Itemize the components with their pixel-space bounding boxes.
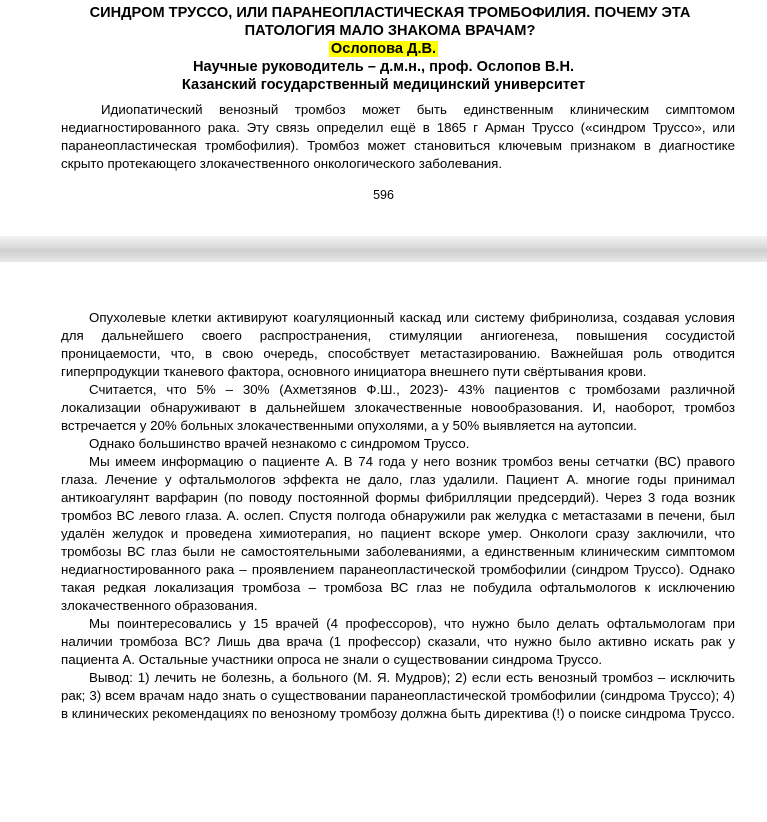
supervisor: Научные руководитель – д.м.н., проф. Ослопов В.Н.	[192, 59, 575, 75]
body-paragraph: Считается, что 5% – 30% (Ахметзянов Ф.Ш., 2023)- 43% пациентов с тромбозами различной локализации обнаруживают в дальнейшем злокачественные новообразования. И, наоборот, тромбоз встречается у 20% больных злокачественными опухолями, а у 50% выявляется на аутопсии.	[61, 382, 735, 433]
body-paragraph: Мы имеем информацию о пациенте А. В 74 года у него возник тромбоз вены сетчатки (ВС) правого глаза. Лечение у офтальмологов эффекта не дало, глаз удалили. Пациент А. многие годы принимал антикоагулянт варфарин (по поводу постоянной формы фибрилляции предсердий). Через 3 года возник тромбоз ВС левого глаза. А. ослеп. Спустя полгода обнаружили рак желудка с метастазами в печени, был удалён желудок и проведена химиотерапия, но пациент вскоре умер. Онкологи сразу заключили, что тромбозы ВС глаз были не самостоятельными заболеваниями, а единственным клиническим симптомом недиагностированного рака – проявлением паранеопластической тромбофилии (синдром Труссо). Однако такая редкая локализация тромбоза – тромбоза ВС глаз не побудила офтальмологов к исключению злокачественного образования.	[61, 454, 735, 613]
article-title-line-2: ПАТОЛОГИЯ МАЛО ЗНАКОМА ВРАЧАМ?	[244, 23, 536, 39]
page-separator	[0, 236, 767, 262]
body-paragraph: Однако большинство врачей незнакомо с синдромом Труссо.	[89, 436, 470, 451]
university: Казанский государственный медицинский университет	[181, 77, 586, 93]
body-paragraph: Мы поинтересовались у 15 врачей (4 профессоров), что нужно было делать офтальмологам при наличии тромбоза ВС? Лишь два врача (1 профессор) сказали, что нужно было активно искать рак у пациента А. Остальные участники опроса не знали о существовании синдрома Труссо.	[61, 616, 735, 667]
page-number: 596	[373, 188, 394, 202]
article-title-line-1: СИНДРОМ ТРУССО, ИЛИ ПАРАНЕОПЛАСТИЧЕСКАЯ ТРОМБОФИЛИЯ. ПОЧЕМУ ЭТА	[89, 5, 691, 21]
body-paragraph: Вывод: 1) лечить не болезнь, а больного (М. Я. Мудров); 2) если есть венозный тромбоз – исключить рак; 3) всем врачам надо знать о существовании паранеопластической тромбофилии (синдрома Труссо); 4) в клинических рекомендациях по венозному тромбозу должна быть директива (!) о поиске синдрома Труссо.	[61, 670, 735, 721]
abstract-paragraph: Идиопатический венозный тромбоз может быть единственным клиническим симптомом недиагностированного рака. Эту связь определил ещё в 1865 г Арман Труссо («синдром Труссо», или паранеопластическая тромбофилия). Тромбоз может становиться ключевым признаком в диагностике скрыто протекающего злокачественного онкологического заболевания.	[61, 102, 735, 171]
author-name-highlighted: Ослопова Д.В.	[330, 41, 437, 57]
page-top	[0, 0, 767, 236]
author-line	[0, 40, 767, 58]
page-bottom	[0, 262, 767, 822]
body-text	[61, 309, 735, 723]
body-paragraph: Опухолевые клетки активируют коагуляционный каскад или систему фибринолиза, создавая условия для дальнейшего своего распространения, стимуляции ангиогенеза, повышения сосудистой проницаемости, что, в свою очередь, способствует метастазированию. Важнейшая роль отводится гиперпродукции тканевого фактора, основного инициатора внешнего пути свёртывания крови.	[61, 310, 735, 379]
